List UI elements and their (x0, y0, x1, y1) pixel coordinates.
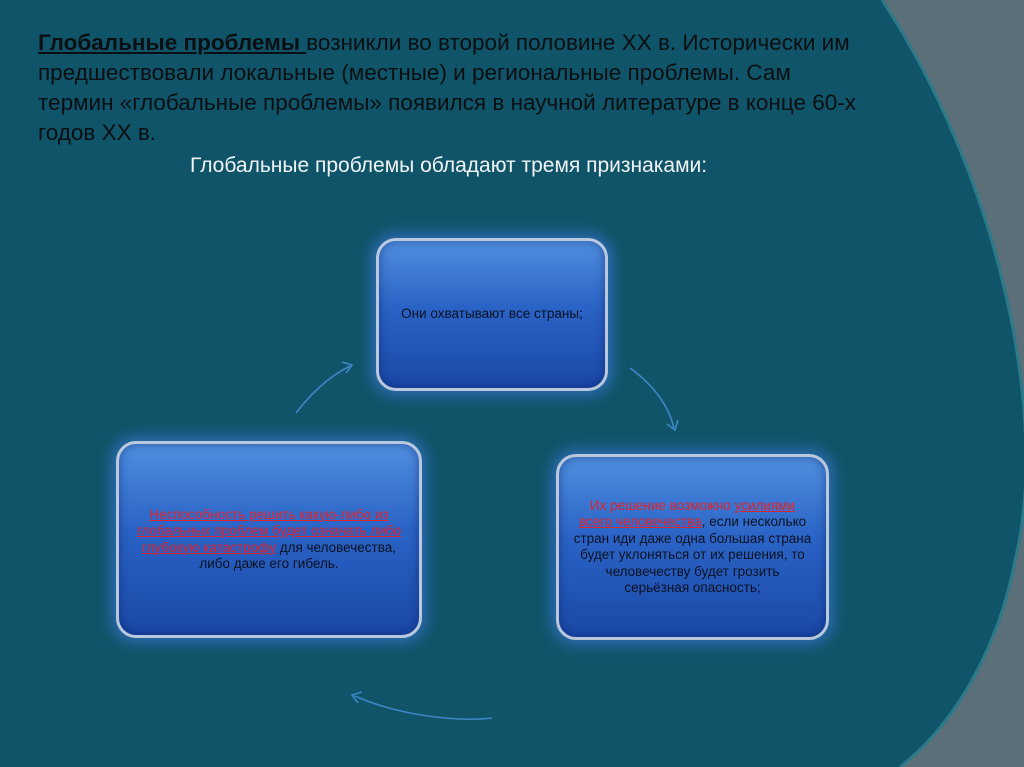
diagram-caption: Глобальные проблемы обладают тремя признаками: (190, 154, 708, 177)
feature-box-catastrophe (116, 441, 422, 638)
feature-text-catastrophe: для человечества, либо даже его гибель. (199, 539, 396, 571)
feature-highlight-catastrophe: Неспособность решить какую-либо из глобальных проблем будет означать либо глубокую катастрофу (136, 506, 402, 555)
intro-lead-term: Глобальные проблемы (38, 30, 307, 55)
intro-paragraph (38, 28, 858, 148)
feature-box-joint-solution (556, 454, 829, 640)
intro-text: возникли во второй половине XX в. Исторически им предшествовали локальные (местные) и региональные проблемы. Сам термин «глобальные проблемы» появился в научной литературе в конце 60-х годов XX в. (38, 30, 857, 145)
feature-text-all-countries: Они охватывают все страны; (401, 306, 583, 322)
feature-highlight-humanity: усилиями всего человечества (578, 497, 796, 529)
feature-box-all-countries (376, 238, 608, 391)
feature-highlight-possible: Их решение возможно (589, 497, 731, 513)
feature-text-joint-solution: , если несколько стран иди даже одна большая страна будет уклоняться от их решения, то человечеству будет грозить серьёзная опасность; (573, 514, 812, 595)
